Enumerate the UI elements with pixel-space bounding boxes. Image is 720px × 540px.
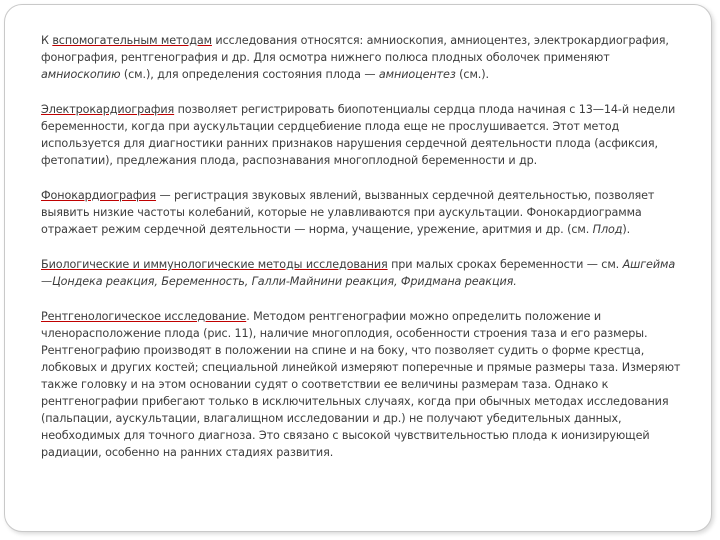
paragraph-x-ray xyxy=(41,308,681,461)
term-amniocentesis: амниоцентез xyxy=(378,68,456,81)
term-biological-methods: Биологические и иммунологические методы исследования xyxy=(41,258,388,271)
term-fetus: Плод xyxy=(592,223,623,236)
text-segment: ). xyxy=(622,223,631,236)
text-segment: при малых сроках беременности — см. xyxy=(387,258,623,271)
term-electrocardiography: Электрокардиография xyxy=(41,103,175,116)
text-segment: позволяет регистрировать биопотенциалы сердца плода начиная с 13—14-й недели беременности, когда при аускультации сердцебиение плода еще не прослушивается. Этот метод используется для диагностики ранних признаков нарушения сердечной деятельности плода (асфиксия, фетопатии), предлежания плода, распознавания многоплодной беременности и др. xyxy=(41,103,676,167)
text-segment: исследования относятся: амниоскопия, амниоцентез, электрокардиография, фонография, рентгенография и др. Для осмотра нижнего полюса плодных оболочек применяют xyxy=(41,34,669,64)
text-segment: К xyxy=(41,34,53,47)
term-auxiliary-methods: вспомогательным методам xyxy=(52,34,212,47)
text-segment: — регистрация звуковых явлений, вызванных сердечной деятельностью, позволяет выявить низкие частоты колебаний, которые не улавливаются при аускультации. Фонокардиограмма отражает режим сердечной деятельности — норма, учащение, урежение, аритмия и др. (см. xyxy=(41,189,655,236)
text-segment: (см.). xyxy=(455,68,489,81)
term-x-ray-examination: Рентгенологическое исследование xyxy=(41,310,247,323)
paragraph-phonocardiography xyxy=(41,187,681,238)
paragraph-biological-methods xyxy=(41,256,681,290)
text-segment: . Методом рентгенографии можно определить положение и членорасположение плода (рис. 11), наличие многоплодия, особенности строения таза и его размеры. Рентгенографию производят в положении на спине и на боку, что позволяет судить о форме крестца, лобковых и других костей; специальной линейкой измеряют поперечные и прямые размеры таза. Измеряют также головку и на этом основании судят о соответствии ее величины размерам таза. Однако к рентгенографии прибегают только в исключительных случаях, когда при обычных методах исследования (пальпации, аускультации, влагалищном исследовании и др.) не получают убедительных данных, необходимых для точного диагноза. Это связано с высокой чувствительностью плода к ионизирующей радиации, особенно на ранних стадиях развития. xyxy=(41,310,681,459)
paragraph-electrocardiography xyxy=(41,101,681,169)
text-segment: (см.), для определения состояния плода — xyxy=(120,68,379,81)
term-amnioscopy: амниоскопию xyxy=(41,68,121,81)
slide-text xyxy=(41,32,681,479)
paragraph-auxiliary-methods xyxy=(41,32,681,83)
term-reactions-list: Ашгейма—Цондека реакция, Беременность, Галли-Майнини реакция, Фридмана реакция. xyxy=(41,258,676,288)
term-phonocardiography: Фонокардиография xyxy=(41,189,157,202)
